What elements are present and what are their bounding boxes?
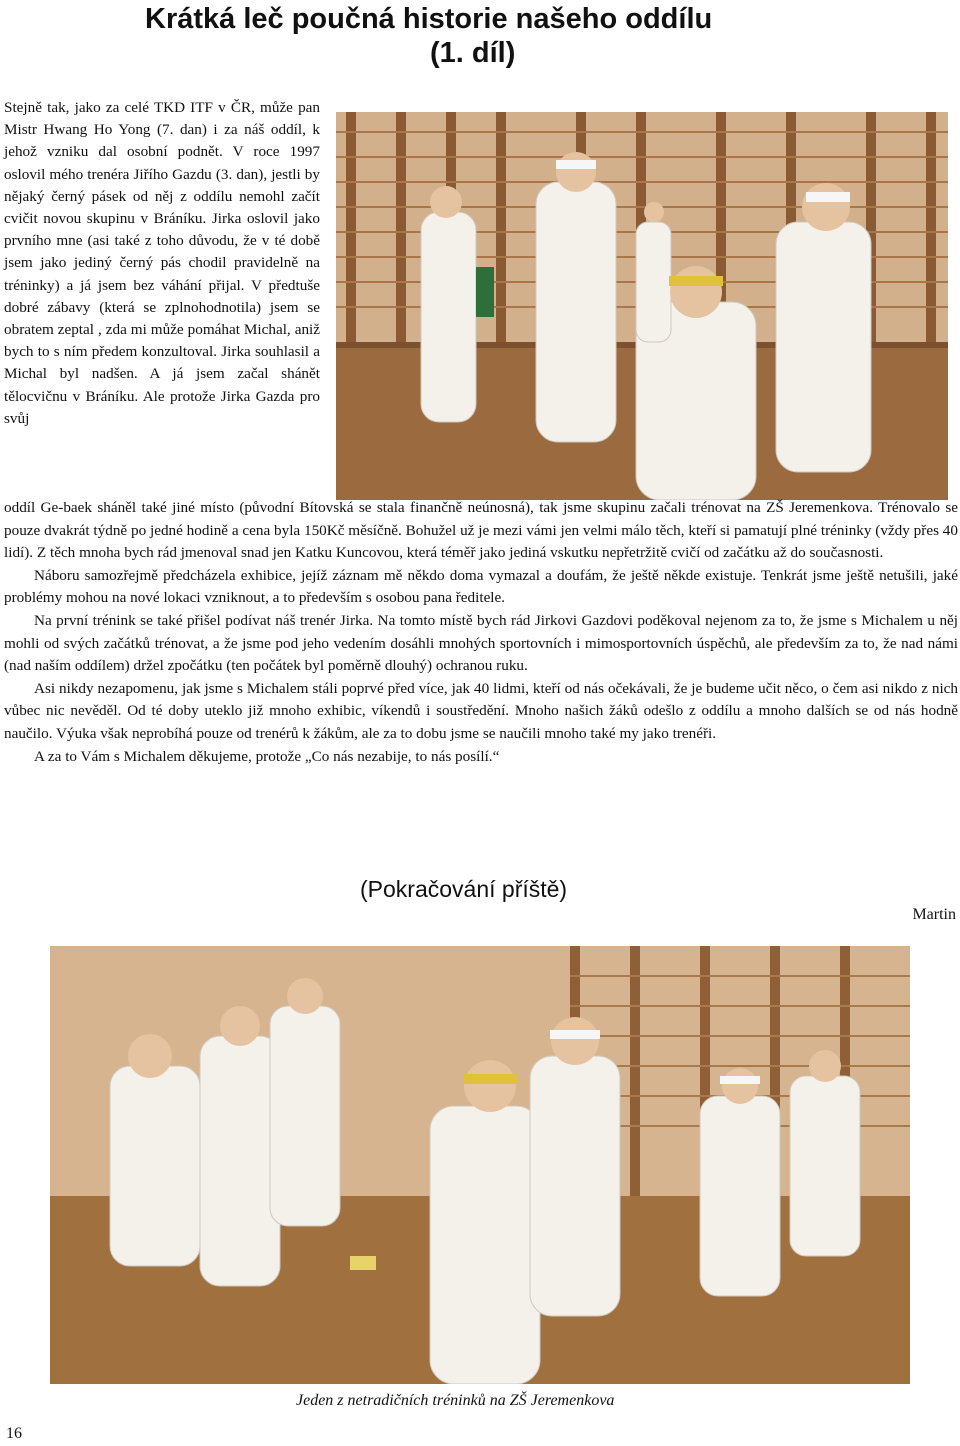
intro-column-text: Stejně tak, jako za celé TKD ITF v ČR, může pan Mistr Hwang Ho Yong (7. dan) i za náš oddíl, k jehož vzniku dal osobní podnět. V roce 1997 oslovil mého trenéra Jiřího Gazdu (3. dan), jestli by nějaký černý pásek od něj z oddílu nemohl začít cvičit novou skupinu v Bráníku. Jirka oslovil jako prvního mne (asi také z toho důvodu, že v té době jsem jako jediný černý pás chodil pravidelně na tréninky) a já jsem bez váhání přijal. V předtuše dobré zábavy (která se zplnohodnotila) jsem se obratem zeptal , zda mi může pomáhat Michal, aniž bych to s ním předem konzultoval. Jirka souhlasil a Michal byl nadšen. A já jsem začal shánět tělocvičnu v Bráníku. Ale protože Jirka Gazda pro svůj (4, 99, 320, 427)
paragraph-5: A za to Vám s Michalem děkujeme, protože „Co nás nezabije, to nás posílí.“ (34, 747, 500, 765)
training-photo-bottom (50, 946, 910, 1384)
article-body (4, 497, 958, 768)
page-number: 16 (6, 1425, 22, 1442)
title-line-1: Krátká leč poučná historie našeho oddílu (145, 3, 713, 35)
title-line-2: (1. díl) (430, 37, 516, 69)
paragraph-4: Asi nikdy nezapomenu, jak jsme s Michalem stáli poprvé před více, jak 40 lidmi, kteří od nás očekávali, že je budeme učit něco, o čem asi nikdo z nich vůbec nic nevěděl. Od té doby uteklo již mnoho exhibic, víkendů i soustředění. Mnoho našich žáků odešlo z oddílu a mnoho dalších se od nás hodně naučilo. Výuka však neprobíhá pouze od trenérů k žákům, ale za to dobu jsme se naučili mnoho také my jako trenéři. (4, 679, 958, 742)
continuation-note: (Pokračování příště) (360, 876, 568, 902)
paragraph-3: Na první trénink se také přišel podívat náš trenér Jirka. Na tomto místě bych rád Jirkovi Gazdovi poděkoval nejenom za to, že jsme s Michalem u něj mohli od svých začátků trénovat, a že jsme pod jeho vedením dosáhli mnohých sportovních i mimosportovních úspěchů, ale především za to, že nad námi (nad naším oddílem) držel zpočátku (ten počátek byl poměrně dlouhý) ochranou ruku. (4, 611, 958, 675)
photo-caption: Jeden z netradičních tréninků na ZŠ Jeremenkova (296, 1392, 615, 1409)
author-name: Martin (912, 906, 956, 923)
paragraph-1: oddíl Ge-baek sháněl také jiné místo (původní Bítovská se stala finančně neúnosná), tak jsme skupinu začali trénovat na ZŠ Jeremenkova. Trénovalo se pouze dvakrát týdně po jedné hodině a cena byla 150Kč měsíčně. Bohužel už je mezi vámi jen velmi málo těch, kteří si pamatují plné tréninky (vždy přes 40 lidí). Z těch mnoha bych rád jmenoval snad jen Katku Kuncovou, která téměř jako jediná vskutku nepřetržitě cvičí od začátku až do současnosti. (4, 499, 958, 562)
training-photo-top (336, 112, 948, 500)
paragraph-2: Náboru samozřejmě předcházela exhibice, jejíž záznam mě někdo doma vymazal a doufám, že ještě někde existuje. Tenkrát jsme ještě netušili, jaké problémy mohou na nové lokaci vzniknout, a to především s osobou pana ředitele. (4, 566, 958, 607)
